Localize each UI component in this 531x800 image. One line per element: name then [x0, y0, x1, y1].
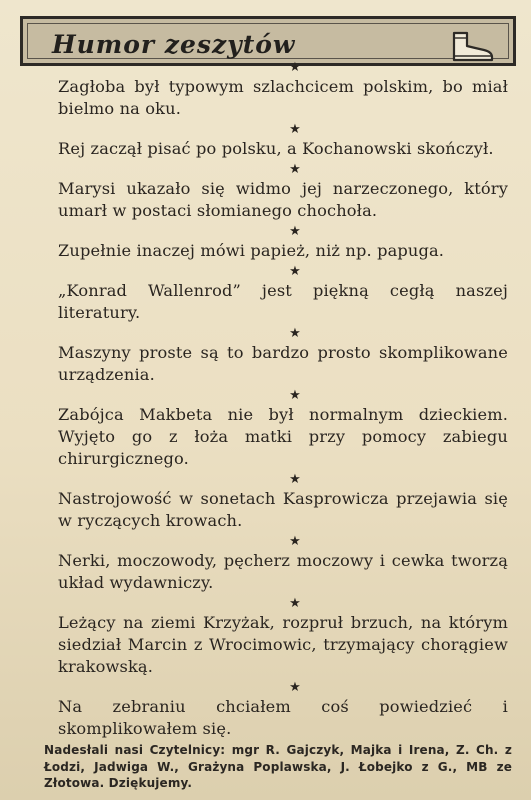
joke-item [58, 388, 508, 470]
joke-text: Marysi ukazało się widmo jej narzeczonego, który umarł w postaci słomianego chochoła. [58, 179, 508, 220]
star-separator-icon: ★ [289, 224, 301, 239]
column-header [20, 16, 516, 66]
star-separator-icon: ★ [289, 472, 301, 487]
header-inner-frame [27, 23, 509, 59]
joke-text: Nerki, moczowody, pęcherz moczowy i cewka tworzą układ wydawniczy. [58, 551, 508, 592]
joke-text: Zagłoba był typowym szlachcicem polskim, bo miał bielmo na oku. [58, 77, 508, 118]
joke-item [58, 162, 508, 222]
joke-text: Rej zaczął pisać po polsku, a Kochanowski skończył. [58, 139, 494, 158]
reader-credits: Nadesłali nasi Czytelnicy: mgr R. Gajczyk, Majka i Irena, Z. Ch. z Łodzi, Jadwiga W., Grażyna Poplawska, J. Łobejko z G., MB ze Złotowa. Dziękujemy. [44, 743, 512, 790]
star-separator-icon: ★ [289, 60, 301, 75]
boot-icon [440, 30, 496, 64]
star-separator-icon: ★ [289, 680, 301, 695]
joke-item [58, 122, 508, 160]
joke-text: Na zebraniu chciałem coś powiedzieć i skomplikowałem się. [58, 697, 508, 738]
star-separator-icon: ★ [289, 596, 301, 611]
joke-item [58, 596, 508, 678]
joke-item [58, 264, 508, 324]
star-separator-icon: ★ [289, 326, 301, 341]
joke-text: „Konrad Wallenrod” jest piękną cegłą naszej literatury. [58, 281, 508, 322]
joke-item [58, 326, 508, 386]
joke-text: Maszyny proste są to bardzo prosto skomplikowane urządzenia. [58, 343, 508, 384]
joke-item [58, 224, 508, 262]
column-title: Humor zeszytów [52, 30, 296, 59]
star-separator-icon: ★ [289, 162, 301, 177]
joke-text: Leżący na ziemi Krzyżak, rozpruł brzuch, na którym siedział Marcin z Wrocimowic, trzymający chorągiew krakowską. [58, 613, 508, 676]
joke-item [58, 472, 508, 532]
joke-item [58, 534, 508, 594]
star-separator-icon: ★ [289, 388, 301, 403]
joke-text: Zupełnie inaczej mówi papież, niż np. papuga. [58, 241, 445, 260]
joke-item [58, 60, 508, 120]
joke-item [58, 680, 508, 740]
joke-list [44, 60, 512, 792]
joke-text: Zabójca Makbeta nie był normalnym dzieckiem. Wyjęto go z łoża matki przy pomocy zabiegu chirurgicznego. [58, 405, 508, 468]
star-separator-icon: ★ [289, 534, 301, 549]
joke-text: Nastrojowość w sonetach Kasprowicza przejawia się w ryczących krowach. [58, 489, 508, 530]
star-separator-icon: ★ [289, 264, 301, 279]
star-separator-icon: ★ [289, 122, 301, 137]
